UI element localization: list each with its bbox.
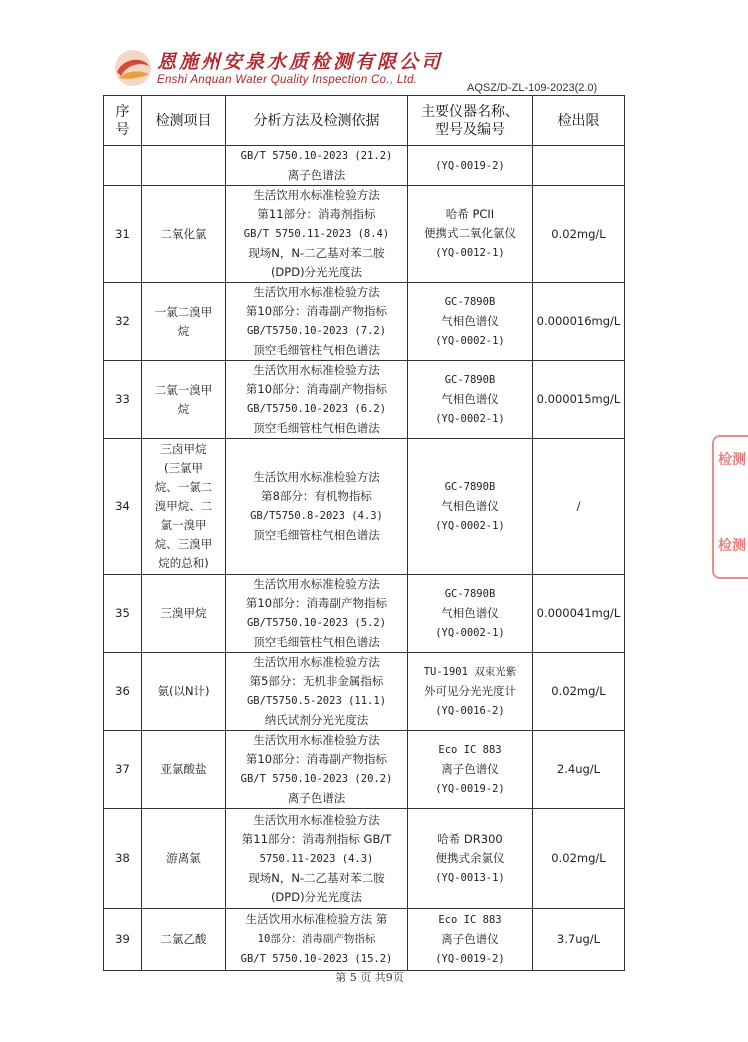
method-line: 生活饮用水标准检验方法 第 — [245, 912, 388, 926]
cell-no — [104, 146, 142, 186]
instrument-line: (YQ-0002-1) — [435, 520, 505, 532]
method-line: 10部分：消毒副产物指标 — [257, 933, 376, 945]
cell-item — [142, 575, 226, 653]
cell-method — [226, 186, 408, 283]
item-line: 烷 — [177, 323, 190, 338]
method-line: 第10部分：消毒副产物指标 — [245, 382, 388, 396]
cell-limit: / — [533, 439, 625, 575]
cell-item — [142, 439, 226, 575]
method-line: GB/T 5750.10-2023 (20.2) — [240, 773, 393, 785]
cell-instrument — [408, 146, 533, 186]
header-no — [104, 96, 142, 146]
method-line: 第11部分：消毒剂指标 GB/T — [241, 831, 392, 846]
cell-item — [142, 283, 226, 361]
method-line: 离子色谱法 — [287, 791, 346, 805]
item-line: 三卤甲烷 — [160, 442, 207, 456]
company-name-en: Enshi Anquan Water Quality Inspection Co., Ltd. — [157, 74, 418, 86]
cell-instrument — [408, 575, 533, 653]
cell-limit: 0.000041mg/L — [533, 575, 625, 653]
instrument-line: (YQ-0019-2) — [435, 159, 505, 172]
item-line: (三氯甲 — [164, 461, 203, 475]
method-line: 第8部分：有机物指标 — [261, 489, 372, 503]
table-row — [104, 809, 625, 909]
cell-method — [226, 575, 408, 653]
table-row — [104, 283, 625, 361]
cell-no: 32 — [104, 283, 142, 361]
cell-method — [226, 731, 408, 809]
method-line: 5750.11-2023 (4.3) — [259, 852, 374, 865]
document-code: AQSZ/D-ZL-109-2023(2.0) — [467, 82, 598, 94]
cell-no: 31 — [104, 186, 142, 283]
cell-item — [142, 186, 226, 283]
header-instrument — [408, 96, 533, 146]
instrument-line: 气相色谱仪 — [441, 499, 499, 513]
item-line: 二氧化氯 — [160, 226, 207, 241]
item-line: 亚氯酸盐 — [160, 762, 207, 776]
cell-instrument — [408, 283, 533, 361]
instrument-line: Eco IC 883 — [438, 914, 502, 926]
table-row — [104, 361, 625, 439]
instrument-line: 离子色谱仪 — [441, 762, 499, 776]
item-line: 氯一溴甲 — [160, 518, 207, 532]
instrument-line: 离子色谱仪 — [441, 932, 499, 946]
table-header-row — [104, 96, 625, 146]
cell-method — [226, 653, 408, 731]
item-line: 游离氯 — [166, 851, 201, 865]
method-line: 第5部分：无机非金属指标 — [249, 674, 384, 688]
method-line: 第10部分：消毒副产物指标 — [245, 752, 388, 766]
header-item: 检测项目 — [142, 96, 226, 146]
page-footer: 第 5 页 共9页 — [335, 971, 404, 984]
item-line: 烷 — [177, 401, 190, 416]
item-line: 三溴甲烷 — [160, 606, 207, 620]
instrument-line: GC-7890B — [444, 374, 496, 386]
cell-method — [226, 283, 408, 361]
instrument-line: GC-7890B — [444, 296, 496, 308]
cell-item — [142, 361, 226, 439]
company-logo-icon — [113, 48, 153, 88]
method-line: 生活饮用水标准检验方法 — [253, 733, 380, 747]
header-label: 号 — [115, 121, 130, 138]
instrument-line: (YQ-0019-2) — [435, 783, 505, 795]
instrument-line: 便携式余氯仪 — [435, 850, 505, 865]
method-line: 生活饮用水标准检验方法 — [253, 470, 380, 484]
instrument-line: 气相色谱仪 — [441, 606, 499, 620]
table-row — [104, 439, 625, 575]
header-limit: 检出限 — [533, 96, 625, 146]
cell-instrument — [408, 439, 533, 575]
table-row — [104, 146, 625, 186]
method-line: GB/T5750.10-2023 (7.2) — [246, 325, 387, 337]
instrument-line: (YQ-0013-1) — [435, 871, 505, 884]
cell-limit: 2.4ug/L — [533, 731, 625, 809]
method-table — [103, 95, 625, 971]
cell-limit: 0.02mg/L — [533, 186, 625, 283]
instrument-line: 气相色谱仪 — [441, 392, 499, 406]
cell-method — [226, 439, 408, 575]
item-line: 烷、三溴甲 — [154, 537, 213, 551]
instrument-line: GC-7890B — [444, 481, 496, 493]
cell-no: 37 — [104, 731, 142, 809]
method-line: GB/T 5750.10-2023 (15.2) — [240, 953, 393, 965]
instrument-line: TU-1901 双束光紫 — [423, 666, 517, 678]
method-line: (DPD)分光光度法 — [270, 265, 363, 279]
method-line: GB/T 5750.11-2023 (8.4) — [243, 228, 390, 240]
header-label: 序 — [115, 103, 130, 120]
table-row — [104, 731, 625, 809]
seal-stamp — [712, 435, 748, 579]
company-name-cn: 恩施州安泉水质检测有限公司 — [157, 51, 444, 73]
cell-item — [142, 653, 226, 731]
instrument-line: Eco IC 883 — [438, 744, 502, 756]
cell-limit — [533, 146, 625, 186]
method-line: 第10部分：消毒副产物指标 — [245, 304, 388, 318]
table-row — [104, 653, 625, 731]
cell-item — [142, 731, 226, 809]
method-line: 顶空毛细管柱气相色谱法 — [253, 635, 380, 649]
cell-method — [226, 146, 408, 186]
method-line: 顶空毛细管柱气相色谱法 — [253, 528, 380, 542]
instrument-line: (YQ-0002-1) — [435, 627, 505, 639]
method-line: 生活饮用水标准检验方法 — [253, 812, 380, 827]
instrument-line: 便携式二氧化氯仪 — [424, 226, 516, 240]
cell-method — [226, 361, 408, 439]
method-line: 生活饮用水标准检验方法 — [253, 188, 380, 202]
method-line: 顶空毛细管柱气相色谱法 — [253, 343, 380, 357]
cell-item — [142, 809, 226, 909]
cell-limit: 0.02mg/L — [533, 809, 625, 909]
method-line: 第10部分：消毒副产物指标 — [245, 596, 388, 610]
instrument-line: (YQ-0012-1) — [435, 247, 505, 259]
cell-no: 36 — [104, 653, 142, 731]
stamp-text: 检测 — [718, 452, 746, 468]
cell-limit: 0.000015mg/L — [533, 361, 625, 439]
cell-item — [142, 146, 226, 186]
instrument-line: GC-7890B — [444, 588, 496, 600]
cell-no: 33 — [104, 361, 142, 439]
method-line: 离子色谱法 — [287, 168, 346, 182]
header-label: 型号及编号 — [435, 121, 505, 138]
cell-limit: 0.02mg/L — [533, 653, 625, 731]
instrument-line: 哈希 DR300 — [437, 831, 503, 846]
cell-method — [226, 809, 408, 909]
instrument-line: 气相色谱仪 — [441, 314, 499, 328]
method-line: GB/T5750.8-2023 (4.3) — [250, 510, 383, 522]
cell-limit: 3.7ug/L — [533, 909, 625, 971]
cell-limit: 0.000016mg/L — [533, 283, 625, 361]
cell-instrument — [408, 186, 533, 283]
method-line: 现场N，N-二乙基对苯二胺 — [248, 870, 385, 885]
table-row — [104, 575, 625, 653]
cell-item — [142, 909, 226, 971]
method-line: GB/T5750.10-2023 (5.2) — [246, 617, 387, 629]
method-line: 纳氏试剂分光光度法 — [264, 713, 369, 727]
header-method: 分析方法及检测依据 — [226, 96, 408, 146]
item-line: 氨(以N计) — [157, 684, 210, 698]
item-line: 一氯二溴甲 — [154, 304, 213, 319]
method-line: GB/T 5750.10-2023 (21.2) — [240, 150, 393, 162]
instrument-line: 哈希 PCII — [445, 207, 495, 221]
method-line: 生活饮用水标准检验方法 — [253, 655, 380, 669]
method-line: 现场N，N-二乙基对苯二胺 — [248, 246, 385, 260]
item-line: 二氯一溴甲 — [154, 382, 213, 397]
cell-instrument — [408, 909, 533, 971]
table-row — [104, 186, 625, 283]
header-label: 主要仪器名称、 — [421, 103, 519, 120]
cell-no: 38 — [104, 809, 142, 909]
method-line: GB/T5750.10-2023 (6.2) — [246, 403, 387, 415]
method-line: 生活饮用水标准检验方法 — [253, 577, 380, 591]
item-line: 溴甲烷、二 — [154, 499, 213, 513]
instrument-line: 外可见分光光度计 — [424, 684, 516, 698]
cell-no: 35 — [104, 575, 142, 653]
item-line: 二氯乙酸 — [160, 932, 207, 946]
method-line: 第11部分：消毒剂指标 — [257, 207, 376, 221]
item-line: 烷、一氯二 — [154, 480, 213, 494]
method-line: (DPD)分光光度法 — [270, 889, 363, 904]
cell-instrument — [408, 653, 533, 731]
instrument-line: (YQ-0002-1) — [435, 413, 505, 425]
method-line: 顶空毛细管柱气相色谱法 — [253, 421, 380, 435]
stamp-text: 检测 — [718, 538, 746, 554]
cell-no: 39 — [104, 909, 142, 971]
item-line: 烷的总和) — [158, 556, 209, 570]
instrument-line: (YQ-0016-2) — [435, 705, 505, 717]
instrument-line: (YQ-0002-1) — [435, 335, 505, 347]
cell-instrument — [408, 361, 533, 439]
method-line: 生活饮用水标准检验方法 — [253, 285, 380, 299]
method-line: 生活饮用水标准检验方法 — [253, 363, 380, 377]
cell-instrument — [408, 731, 533, 809]
cell-method — [226, 909, 408, 971]
instrument-line: (YQ-0019-2) — [435, 953, 505, 965]
table-row — [104, 909, 625, 971]
cell-no: 34 — [104, 439, 142, 575]
method-line: GB/T5750.5-2023 (11.1) — [246, 695, 387, 707]
cell-instrument — [408, 809, 533, 909]
